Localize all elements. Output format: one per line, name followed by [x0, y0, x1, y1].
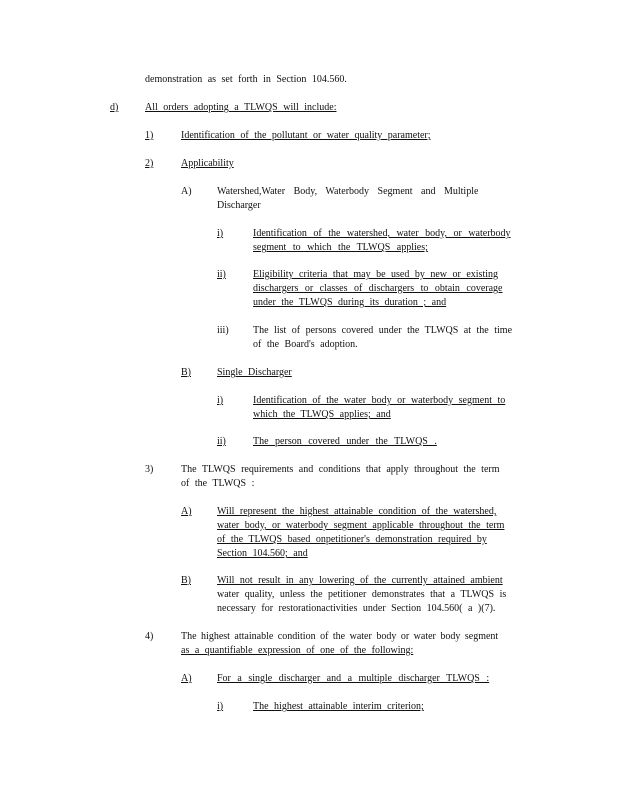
item-4Ai-text: The highest attainable interim criterion;: [253, 701, 424, 712]
item-4A-label: A): [181, 673, 192, 684]
item-4A-text: For a single discharger and a multiple discharger TLWQS :: [217, 673, 490, 684]
item-2A-text: Watershed,Water Body, Waterbody Segment and Multiple Discharger: [217, 186, 479, 211]
item-4Ai-label: i): [217, 701, 224, 712]
item-4-label: 4): [145, 631, 154, 642]
item-3-label: 3): [145, 464, 154, 475]
item-d-label: d): [110, 102, 119, 113]
item-2Bi-label: i): [217, 395, 224, 406]
item-2B-text: Single Discharger: [217, 367, 292, 378]
item-2Bi-text: Identification of the water body or waterbody segment to which the TLWQS applies; and: [253, 395, 506, 420]
item-3B-label: B): [181, 575, 191, 586]
item-1-label: 1): [145, 130, 154, 141]
item-2-label: 2): [145, 158, 154, 169]
item-1-text: Identification of the pollutant or water quality parameter;: [181, 130, 431, 141]
item-2A-label: A): [181, 186, 192, 197]
item-2Bii-label: ii): [217, 436, 226, 447]
item-2Aiii-text: The list of persons covered under the TLWQS at the time of the Board's adoption.: [253, 325, 513, 350]
item-2Aii-text: Eligibility criteria that may be used by new or existing dischargers or classes of dischargers to obtain coverage under the TLWQS during its duration ; and: [253, 269, 503, 308]
item-d-text: All orders adopting a TLWQS will include:: [145, 102, 337, 113]
item-2Bii-text: The person covered under the TLWQS .: [253, 436, 437, 447]
item-2Ai-text: Identification of the watershed, water body, or waterbody segment to which the TLWQS applies;: [253, 228, 511, 253]
item-2Aii-label: ii): [217, 269, 226, 280]
item-3B-text: Will not result in any lowering of the currently attained ambient water quality, unless the petitioner demonstrates that a TLWQS is necessary for restorationactivities under Section 104.560( a )(7).: [217, 575, 507, 614]
item-2B-label: B): [181, 367, 191, 378]
item-2Ai-label: i): [217, 228, 224, 239]
item-2Aiii-label: iii): [217, 325, 229, 336]
item-3-text: The TLWQS requirements and conditions that apply throughout the term of the TLWQS :: [181, 464, 500, 489]
item-4-text: The highest attainable condition of the water body or water body segment as a quantifiable expression of one of the following:: [181, 631, 499, 656]
intro-text: demonstration as set forth in Section 104.560.: [145, 74, 347, 85]
item-3A-label: A): [181, 506, 192, 517]
item-3A-text: Will represent the highest attainable condition of the watershed, water body, or waterbody segment applicable throughout the term of the TLWQS based onpetitioner's demonstration required by Section 104.560; and: [217, 506, 505, 559]
item-2-text: Applicability: [181, 158, 234, 169]
